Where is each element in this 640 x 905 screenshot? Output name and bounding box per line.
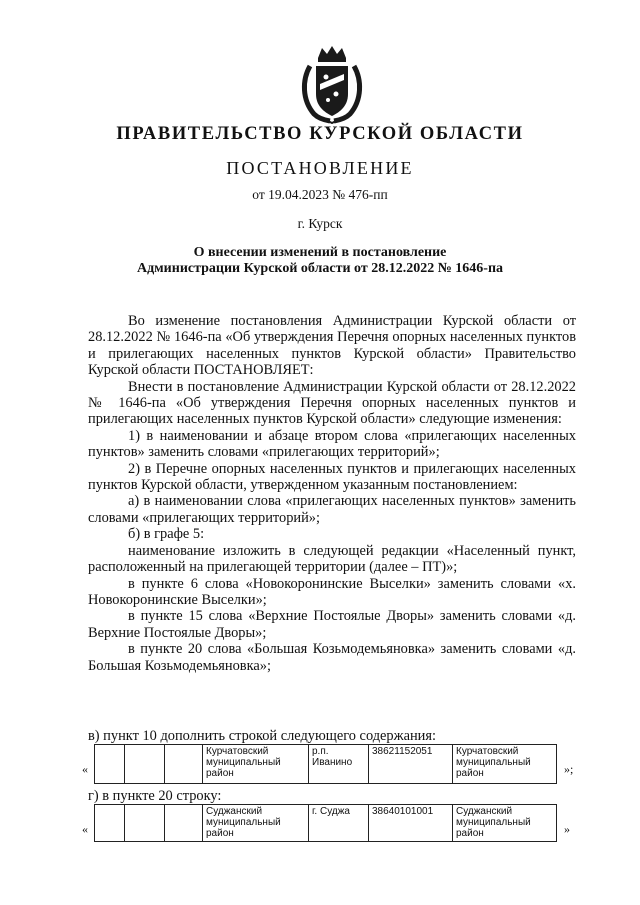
document-city: г. Курск bbox=[297, 216, 343, 231]
document-body bbox=[88, 313, 576, 674]
table-cell bbox=[95, 745, 125, 784]
paragraph: в пункте 15 слова «Верхние Постоялые Дворы» заменить словами «д. Верхние Постоялые Дворы»; bbox=[88, 608, 576, 641]
table-cell-district: Суджанский муниципальный район bbox=[453, 805, 557, 842]
document-title-line1: О внесении изменений в постановление bbox=[193, 245, 447, 260]
table-cell-code: 38621152051 bbox=[369, 745, 453, 784]
table-cell bbox=[165, 745, 203, 784]
table-cell-settlement: г. Суджа bbox=[309, 805, 369, 842]
table-cell-district: Суджанский муниципальный район bbox=[203, 805, 309, 842]
section-g-text: г) в пункте 20 строку: bbox=[88, 788, 222, 804]
document-type: ПОСТАНОВЛЕНИЕ bbox=[226, 158, 414, 178]
close-quote: »; bbox=[564, 762, 574, 776]
document-title-line2: Администрации Курской области от 28.12.2022 № 1646-па bbox=[136, 261, 504, 276]
paragraph: 2) в Перечне опорных населенных пунктов и прилегающих населенных пунктов Курской области, утвержденном указанным постановлением: bbox=[88, 460, 576, 494]
table-cell-settlement: р.п. Иванино bbox=[309, 745, 369, 784]
document-date-number: от 19.04.2023 № 476-пп bbox=[252, 187, 388, 202]
table-row bbox=[95, 805, 557, 842]
paragraph: в пункте 6 слова «Новокоронинские Выселки» заменить словами «х. Новокоронинские Выселки»; bbox=[88, 575, 576, 608]
paragraph: Внести в постановление Администрации Курской области от 28.12.2022 № 1646-па «Об утверждения Перечня опорных населенных пунктов и прилегающих населенных пунктов Курской области» следующие изменения: bbox=[88, 378, 576, 428]
paragraph: 1) в наименовании и абзаце втором слова «прилегающих населенных пунктов» заменить словами «прилегающих территорий»; bbox=[88, 427, 576, 461]
paragraph: наименование изложить в следующей редакции «Населенный пункт, расположенный на прилегающей территории (далее – ПТ)»; bbox=[88, 542, 576, 576]
table-cell bbox=[125, 805, 165, 842]
table-cell bbox=[125, 745, 165, 784]
coat-of-arms-icon bbox=[300, 44, 364, 124]
table-cell-district: Курчатовский муниципальный район bbox=[203, 745, 309, 784]
paragraph: б) в графе 5: bbox=[128, 526, 205, 543]
paragraph: Во изменение постановления Администрации Курской области от 28.12.2022 № 1646-па «Об утверждения Перечня опорных населенных пунктов и прилегающих населенных пунктов Курской области» Правительство Курской области ПОСТАНОВЛЯЕТ: bbox=[88, 313, 576, 379]
organization-title: ПРАВИТЕЛЬСТВО КУРСКОЙ ОБЛАСТИ bbox=[116, 124, 524, 144]
table-grid bbox=[94, 744, 557, 784]
close-quote: » bbox=[564, 822, 570, 836]
table-grid bbox=[94, 804, 557, 842]
paragraph: в пункте 20 слова «Большая Козьмодемьяновка» заменить словами «д. Большая Козьмодемьяновка»; bbox=[88, 641, 576, 674]
section-v-text: в) пункт 10 дополнить строкой следующего содержания: bbox=[88, 728, 436, 744]
table-cell bbox=[165, 805, 203, 842]
open-quote: « bbox=[82, 762, 88, 776]
table-row bbox=[95, 745, 557, 784]
open-quote: « bbox=[82, 822, 88, 836]
table-cell-district: Курчатовский муниципальный район bbox=[453, 745, 557, 784]
table-cell bbox=[95, 805, 125, 842]
paragraph: а) в наименовании слова «прилегающих населенных пунктов» заменить словами «прилегающих территорий»; bbox=[88, 493, 576, 526]
table-cell-code: 38640101001 bbox=[369, 805, 453, 842]
